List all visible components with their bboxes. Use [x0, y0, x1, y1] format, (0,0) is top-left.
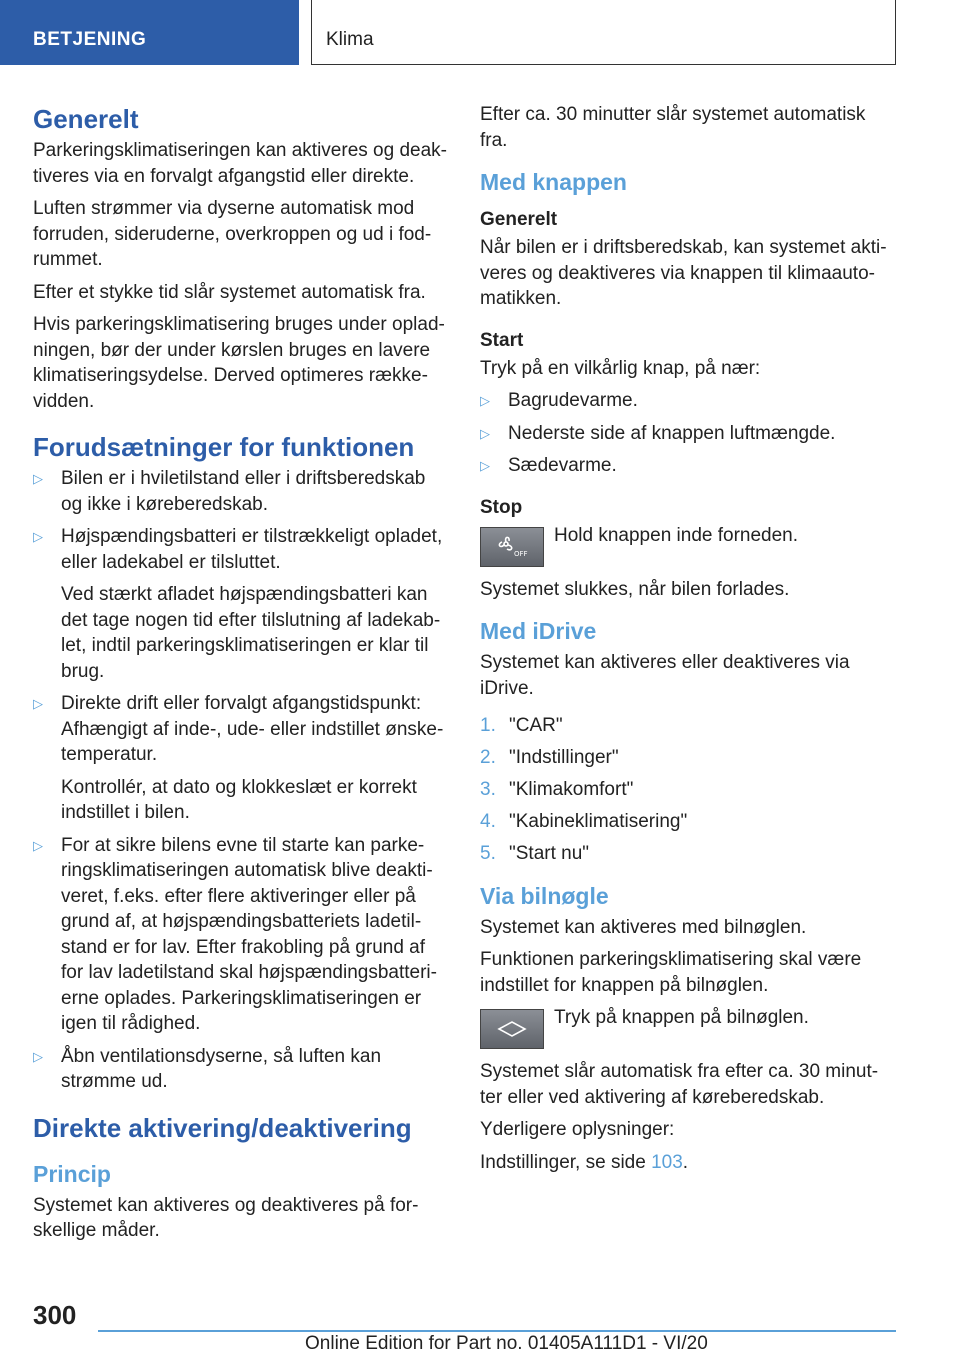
header-section-tab: [0, 0, 299, 65]
stop-instruction: [480, 523, 898, 567]
off-icon-label: OFF: [514, 549, 528, 558]
list-item: [33, 1044, 451, 1095]
triangle-bullet-icon: ▷: [480, 425, 490, 441]
paragraph: Funktionen parkeringsklimatisering skal være indstillet for knappen på bilnøglen.: [480, 949, 862, 996]
triangle-bullet-icon: ▷: [480, 458, 490, 473]
heading-princip: Princip: [33, 1160, 111, 1187]
footer-edition: Online Edition for Part no. 01405A111D1 - VI/20: [305, 1333, 708, 1354]
heading-stop: Stop: [480, 496, 523, 518]
paragraph: Tryk på en vilkårlig knap, på nær:: [480, 357, 761, 379]
paragraph: Systemet slår automatisk fra efter ca. 30 minut-ter eller ved aktivering af køreberedskab.: [480, 1061, 879, 1108]
footer-divider: [98, 1330, 896, 1332]
triangle-bullet-icon: ▷: [33, 696, 43, 711]
paragraph: Parkeringsklimatiseringen kan aktiveres og deak-tiveres via en forvalgt afgangstid eller direkte.: [33, 140, 447, 187]
heading-generelt: Generelt: [33, 104, 139, 134]
list-item-text: Direkte drift eller forvalgt afgangstidspunkt: Afhængigt af inde-, ude- eller indstillet ønske-temperatur.: [61, 693, 444, 765]
fan-off-button-icon: [480, 527, 544, 567]
step-number: 1.: [480, 715, 496, 736]
heading-med-idrive: Med iDrive: [480, 618, 597, 644]
step-number: 2.: [480, 747, 496, 768]
list-item: [480, 713, 898, 739]
step-label: "CAR": [509, 715, 563, 736]
list-item: [480, 809, 898, 835]
list-item: [33, 833, 451, 1037]
triangle-bullet-icon: ▷: [33, 529, 43, 544]
text-suffix: .: [682, 1151, 689, 1173]
start-exceptions-list: [480, 388, 898, 479]
list-item: [480, 777, 898, 803]
heading-direkte: Direkte aktivering/deaktivering: [33, 1112, 412, 1143]
list-item-note: Kontrollér, at dato og klokkeslæt er korrekt indstillet i bilen.: [61, 776, 417, 823]
list-item-text: For at sikre bilens evne til starte kan parke-ringsklimatiseringen automatisk blive deakti-veret, f.eks. efter flere aktiveringer eller på grund af, at højspændingsbatteriets ladetil-stand er for lav. Efter frakobling på grund af for lav ladetilstand skal højspændingsbatteri-erne oplades. Parkeringsklimatiseringen er igen til rådighed.: [61, 834, 437, 1034]
step-label: "Klimakomfort": [509, 779, 634, 800]
list-item: [480, 421, 898, 447]
step-label: "Kabineklimatisering": [509, 811, 688, 832]
paragraph: Hold knappen inde forneden.: [554, 524, 799, 546]
heading-via-bilnoegle: Via bilnøgle: [480, 882, 609, 909]
paragraph: Systemet kan aktiveres med bilnøglen.: [480, 916, 807, 938]
paragraph: Systemet kan aktiveres og deaktiveres på for-skellige måder.: [33, 1194, 419, 1241]
step-label: "Start nu": [509, 843, 590, 864]
triangle-bullet-icon: ▷: [33, 471, 43, 486]
paragraph: Systemet slukkes, når bilen forlades.: [480, 578, 790, 600]
list-item: [480, 841, 898, 867]
paragraph: Efter et stykke tid slår systemet automatisk fra.: [33, 281, 426, 303]
list-item: [480, 745, 898, 771]
paragraph: Efter ca. 30 minutter slår systemet automatisk fra.: [480, 104, 866, 151]
triangle-bullet-icon: ▷: [480, 393, 490, 408]
list-item: [33, 524, 451, 684]
heading-generelt-sub: Generelt: [480, 209, 558, 230]
list-item: [33, 466, 451, 517]
paragraph: Luften strømmer via dyserne automatisk mod forruden, sideruderne, overkroppen og ud i fod-rummet.: [33, 198, 432, 270]
list-item-text: Åbn ventilationsdyserne, så luften kan strømme ud.: [61, 1045, 382, 1092]
paragraph: Når bilen er i driftsberedskab, kan systemet akti-veres og deaktiveres via knappen til klimaauto-matikken.: [480, 237, 887, 309]
text-prefix: Indstillinger, se side: [480, 1151, 652, 1173]
list-item-text: Sædevarme.: [508, 455, 617, 476]
list-item: [33, 691, 451, 826]
key-button-icon: [480, 1009, 544, 1049]
list-item-text: Højspændingsbatteri er tilstrækkeligt opladet, eller ladekabel er tilsluttet.: [61, 526, 443, 573]
paragraph: Yderligere oplysninger:: [480, 1119, 675, 1140]
paragraph: [480, 1150, 898, 1176]
paragraph: Systemet kan aktiveres eller deaktiveres via iDrive.: [480, 652, 850, 699]
list-item-text: Nederste side af knappen luftmængde.: [508, 422, 836, 444]
step-number: 3.: [480, 779, 496, 800]
list-item: [480, 388, 898, 414]
list-item-text: Bilen er i hviletilstand eller i driftsberedskab og ikke i køreberedskab.: [61, 468, 426, 515]
page-link[interactable]: 103: [651, 1151, 683, 1173]
heading-med-knappen: Med knappen: [480, 169, 627, 195]
key-instruction: [480, 1005, 898, 1049]
step-number: 5.: [480, 843, 496, 864]
heading-forudsaetninger: Forudsætninger for funktionen: [33, 432, 415, 462]
triangle-bullet-icon: ▷: [33, 837, 43, 853]
heading-start: Start: [480, 329, 524, 351]
prerequisites-list: [33, 466, 451, 1095]
page-number: 300: [33, 1300, 77, 1330]
header-chapter-tab: [311, 0, 896, 65]
list-item-note: Ved stærkt afladet højspændingsbatteri kan det tage nogen tid efter tilslutning af ladekab-let, indtil parkeringsklimatiseringen er klar til brug.: [61, 584, 441, 682]
paragraph: Tryk på knappen på bilnøglen.: [554, 1007, 809, 1028]
left-column: [33, 102, 451, 1251]
list-item-text: Bagrudevarme.: [508, 390, 638, 411]
list-item: [480, 453, 898, 479]
step-number: 4.: [480, 811, 496, 832]
idrive-steps-list: [480, 713, 898, 867]
step-label: "Indstillinger": [509, 747, 619, 768]
header-section-label: BETJENING: [33, 29, 147, 50]
right-column: [480, 102, 898, 1182]
header-chapter-label: Klima: [326, 29, 374, 50]
triangle-bullet-icon: ▷: [33, 1048, 43, 1064]
paragraph: Hvis parkeringsklimatisering bruges under oplad-ningen, bør der under kørslen bruges en lavere klimatiseringsydelse. Derved optimeres række-vidden.: [33, 314, 445, 412]
